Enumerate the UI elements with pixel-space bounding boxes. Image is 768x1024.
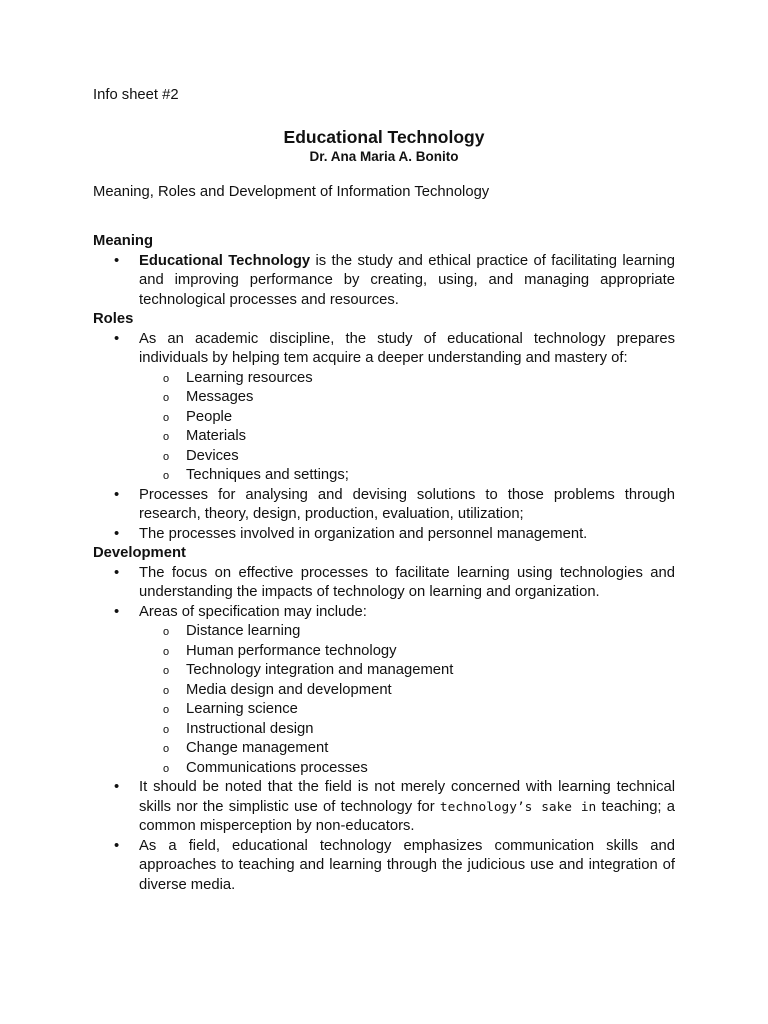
- sub-item: o Distance learning: [139, 622, 675, 642]
- sub-item: o Messages: [139, 388, 675, 408]
- bullet-text: As an academic discipline, the study of educational technology prepares individuals by helping tem acquire a deeper understanding and mastery of:: [139, 330, 675, 366]
- roles-bullet: • The processes involved in organization and personnel management.: [93, 525, 675, 545]
- meaning-bullet-list: [93, 252, 675, 311]
- sub-item: o Human performance technology: [139, 642, 675, 662]
- meaning-bullet: [93, 252, 675, 311]
- document-title: Educational Technology: [283, 126, 485, 147]
- sub-item: o Techniques and settings;: [139, 466, 675, 486]
- development-bullet: • The focus on effective processes to facilitate learning using technologies and understanding the impacts of technology on learning and organization.: [93, 564, 675, 603]
- document-author: Dr. Ana Maria A. Bonito: [309, 148, 459, 164]
- document-page: [93, 86, 675, 895]
- mono-text: technology’s sake in: [439, 799, 597, 815]
- sub-item: o Change management: [139, 739, 675, 759]
- development-sub-list: [139, 622, 675, 778]
- bullet-text: It should be noted that the field is not merely concerned with learning technical skills nor the simplistic use of technology for: [139, 779, 675, 815]
- section-heading-meaning: Meaning: [93, 233, 154, 249]
- development-bullet: • As a field, educational technology emphasizes communication skills and approaches to teaching and learning through the judicious use and integration of diverse media.: [93, 837, 675, 896]
- sub-item: o Technology integration and management: [139, 661, 675, 681]
- bullet-text: Areas of specification may include:: [139, 603, 367, 620]
- development-bullet: [93, 778, 675, 837]
- sheet-label: Info sheet #2: [93, 87, 179, 103]
- roles-bullet-list: [93, 330, 675, 545]
- sub-item: o People: [139, 408, 675, 428]
- document-subtitle: Meaning, Roles and Development of Information Technology: [93, 183, 490, 200]
- sub-item: o Learning science: [139, 700, 675, 720]
- sub-item: o Devices: [139, 447, 675, 467]
- sub-item: o Learning resources: [139, 369, 675, 389]
- section-heading-development: Development: [93, 545, 186, 561]
- roles-bullet: • Processes for analysing and devising solutions to those problems through research, theory, design, production, evaluation, utilization;: [93, 486, 675, 525]
- sub-item: o Instructional design: [139, 720, 675, 740]
- sub-item: o Communications processes: [139, 759, 675, 779]
- bullet-text: teaching; a common misperception by non-educators.: [139, 798, 675, 834]
- bold-term: Educational Technology: [139, 252, 311, 269]
- roles-bullet: [93, 330, 675, 486]
- bullet-text: is the study and ethical practice of facilitating learning and improving performance by creating, using, and managing appropriate technological processes and resources.: [139, 252, 676, 308]
- sub-item: o Media design and development: [139, 681, 675, 701]
- sub-item: o Materials: [139, 427, 675, 447]
- roles-sub-list: [139, 369, 675, 486]
- development-bullet: [93, 603, 675, 779]
- section-heading-roles: Roles: [93, 311, 134, 327]
- development-bullet-list: [93, 564, 675, 896]
